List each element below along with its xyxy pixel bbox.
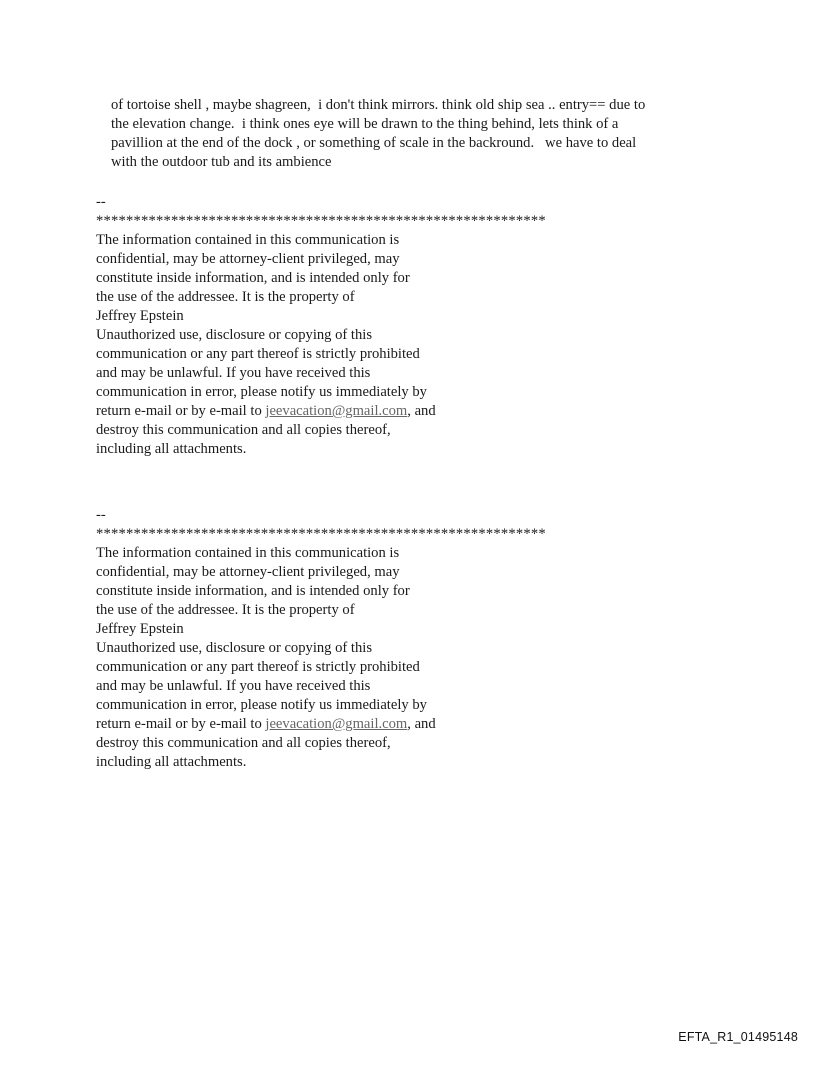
confidentiality-notice — [96, 193, 616, 459]
notice-line: communication or any part thereof is strictly prohibited — [96, 346, 420, 362]
signature-dash-separator: -- — [96, 507, 106, 523]
notice-line: and may be unlawful. If you have received this — [96, 678, 371, 694]
confidentiality-notice — [96, 506, 616, 772]
notice-line: the use of the addressee. It is the property of — [96, 289, 355, 305]
notice-line: Jeffrey Epstein — [96, 621, 184, 637]
body-line: pavillion at the end of the dock , or something of scale in the backround. we have to deal — [111, 135, 637, 151]
notice-line: Unauthorized use, disclosure or copying of this — [96, 640, 373, 656]
email-suffix: , and — [407, 716, 436, 732]
body-line: the elevation change. i think ones eye will be drawn to the thing behind, lets think of a — [111, 116, 619, 132]
notice-line: communication in error, please notify us immediately by — [96, 697, 427, 713]
notice-line: destroy this communication and all copies thereof, — [96, 735, 391, 751]
notice-line: communication or any part thereof is strictly prohibited — [96, 659, 420, 675]
body-line: with the outdoor tub and its ambience — [111, 154, 332, 170]
body-line: of tortoise shell , maybe shagreen, i don't think mirrors. think old ship sea .. entry== due to — [111, 97, 646, 113]
email-prefix: return e-mail or by e-mail to — [96, 403, 266, 419]
email-link[interactable]: jeevacation@gmail.com — [265, 403, 408, 419]
notice-email-line — [96, 402, 616, 421]
signature-dash-separator: -- — [96, 194, 106, 210]
notice-line: constitute inside information, and is intended only for — [96, 270, 410, 286]
notice-line: Jeffrey Epstein — [96, 308, 184, 324]
notice-line: including all attachments. — [96, 754, 247, 770]
notice-line: and may be unlawful. If you have received this — [96, 365, 371, 381]
notice-line: constitute inside information, and is intended only for — [96, 583, 410, 599]
email-link[interactable]: jeevacation@gmail.com — [265, 716, 408, 732]
asterisk-separator: ************************************************************ — [96, 526, 546, 542]
notice-line: communication in error, please notify us immediately by — [96, 384, 427, 400]
notice-line: the use of the addressee. It is the property of — [96, 602, 355, 618]
notice-email-line — [96, 715, 616, 734]
notice-line: including all attachments. — [96, 441, 247, 457]
asterisk-separator: ************************************************************ — [96, 213, 546, 229]
notice-line: confidential, may be attorney-client privileged, may — [96, 564, 400, 580]
notice-line: destroy this communication and all copies thereof, — [96, 422, 391, 438]
notice-line: Unauthorized use, disclosure or copying of this — [96, 327, 373, 343]
notice-line: The information contained in this communication is — [96, 232, 400, 248]
email-prefix: return e-mail or by e-mail to — [96, 716, 266, 732]
email-body-text — [111, 96, 711, 172]
notice-line: The information contained in this communication is — [96, 545, 400, 561]
notice-line: confidential, may be attorney-client privileged, may — [96, 251, 400, 267]
document-id: EFTA_R1_01495148 — [678, 1030, 798, 1044]
email-suffix: , and — [407, 403, 436, 419]
